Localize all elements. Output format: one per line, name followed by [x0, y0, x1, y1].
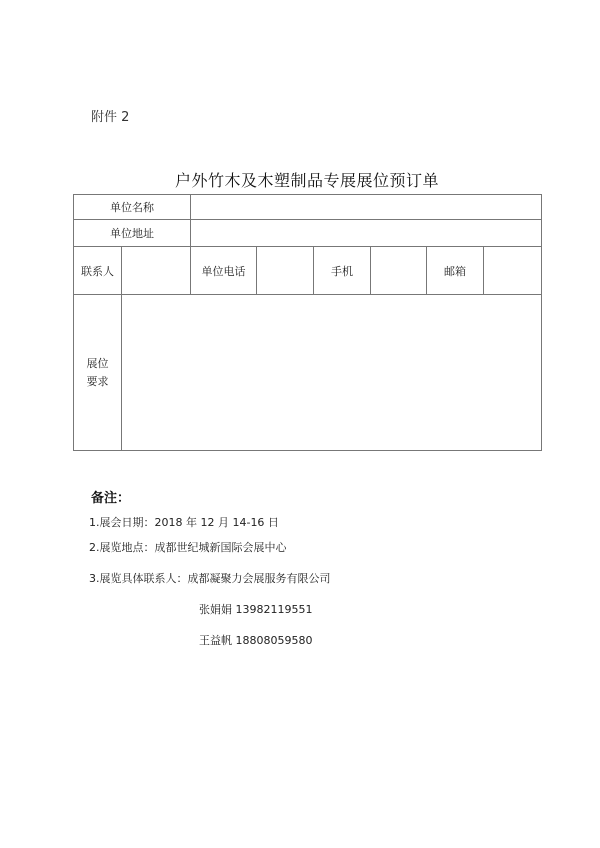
booth-requirements-label [74, 295, 122, 451]
company-address-label: 单位地址 [74, 220, 191, 247]
booth-requirements-label-line2: 要求 [86, 374, 109, 388]
row-company-address [74, 220, 542, 247]
note-contact-company: 3.展览具体联系人：成都凝聚力会展服务有限公司 [89, 572, 331, 585]
company-address-field[interactable] [191, 220, 542, 247]
email-field[interactable] [484, 247, 542, 295]
email-label: 邮箱 [427, 247, 484, 295]
company-name-field[interactable] [191, 195, 542, 220]
company-phone-label: 单位电话 [191, 247, 257, 295]
contact-person-label: 联系人 [74, 247, 122, 295]
row-contact-info [74, 247, 542, 295]
note-exhibition-venue: 2.展览地点：成都世纪城新国际会展中心 [89, 541, 287, 554]
booth-requirements-label-line1: 展位 [86, 356, 109, 370]
notes-heading: 备注： [91, 491, 131, 506]
contact-zhang: 张娟娟 13982119551 [199, 603, 313, 616]
note-exhibition-date: 1.展会日期：2018 年 12 月 14-16 日 [89, 516, 279, 529]
booth-requirements-field[interactable] [122, 295, 542, 451]
contact-person-field[interactable] [122, 247, 191, 295]
company-name-label: 单位名称 [74, 195, 191, 220]
contact-wang: 王益帆 18808059580 [199, 634, 313, 647]
mobile-label: 手机 [314, 247, 371, 295]
attachment-label: 附件 2 [91, 110, 130, 125]
row-booth-requirements [74, 295, 542, 451]
booth-order-form [73, 194, 542, 451]
mobile-field[interactable] [371, 247, 427, 295]
document-title: 户外竹木及木塑制品专展展位预订单 [174, 171, 439, 190]
company-phone-field[interactable] [257, 247, 314, 295]
row-company-name [74, 195, 542, 220]
